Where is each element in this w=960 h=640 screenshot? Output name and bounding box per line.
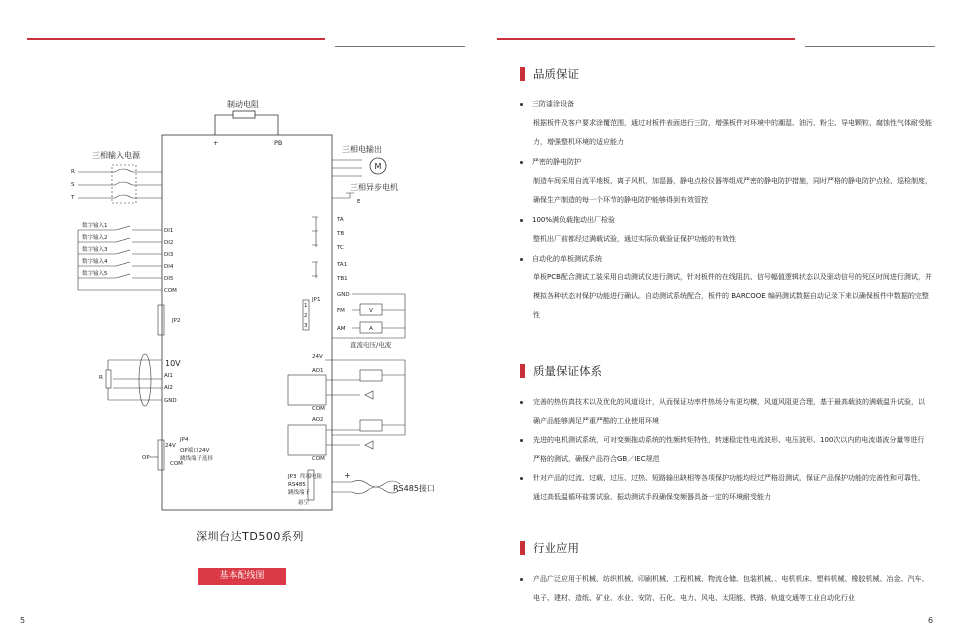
section-title-industry <box>520 540 579 556</box>
section-accent-bar <box>520 67 525 81</box>
diagram-caption: 深圳台达TD500系列 <box>196 530 304 543</box>
three-phase-output-label: 三相电输出 <box>342 145 382 154</box>
jp3-empty: 悬空 <box>298 500 310 506</box>
ai2-terminal: AI2 <box>164 385 173 391</box>
bullet-icon <box>520 161 523 164</box>
gnd2-terminal: GND <box>164 398 177 404</box>
list-item <box>520 253 602 266</box>
tb1-terminal: TB1 <box>337 276 348 282</box>
fm-terminal: FM <box>337 308 345 314</box>
brake-resistor-label: 制动电阻 <box>227 100 259 109</box>
a-meter: A <box>369 326 373 332</box>
bullet-icon <box>520 103 523 106</box>
bullet-icon <box>520 401 523 404</box>
e-label: E <box>357 199 361 205</box>
brake-resistor-symbol <box>233 111 255 118</box>
jp4-com: COM <box>170 461 183 467</box>
di5-terminal: DI5 <box>164 276 174 282</box>
async-motor-label: 三相异步电机 <box>350 183 398 192</box>
list-item <box>520 469 930 507</box>
rs485-interface-label: RS485接口 <box>393 484 435 493</box>
list-item <box>520 214 615 227</box>
digital-input-4: 数字输入4 <box>82 259 108 265</box>
jp4-op: OP端口24V <box>180 448 210 454</box>
com2-label: COM <box>312 456 325 462</box>
left-header-gray-rule <box>335 46 465 47</box>
digital-input-2: 数字输入2 <box>82 235 108 241</box>
com1-label: COM <box>312 406 325 412</box>
section-title-quality-system <box>520 363 602 379</box>
jp3-terminal-resistor: 终端电阻 <box>300 474 323 480</box>
r-label: R <box>71 169 75 175</box>
section-accent-bar <box>520 364 525 378</box>
list-item <box>520 431 930 469</box>
rs485-label: RS485 <box>288 482 306 488</box>
jp4-desc: 跳线端子选择 <box>180 456 214 462</box>
v-meter: V <box>369 308 373 314</box>
jp4-label: JP4 <box>180 437 189 443</box>
list-item <box>520 393 930 431</box>
item-head: 100%满负载拖动出厂检验 <box>532 216 616 224</box>
item-body: 整机出厂前都经过满载试验，通过实际负载验证保护功能的有效性 <box>533 235 736 243</box>
item-head: 自动化的单板测试系统 <box>532 255 602 263</box>
item-head: 严密的静电防护 <box>532 158 581 166</box>
di2-terminal: DI2 <box>164 240 174 246</box>
plus-terminal: + <box>213 139 219 147</box>
digital-input-3: 数字输入3 <box>82 247 108 253</box>
right-header-red-rule <box>497 38 795 40</box>
jp1-pin-3: 3 <box>304 323 308 329</box>
section-accent-bar <box>520 541 525 555</box>
item-body: 制造车间采用自流平地板，离子风机，加湿器，静电点检仪器等组成严密的静电防护措施，同时严格的静电防护点检、巡检制度，确保生产制造的每一个环节的静电防护能够得到有效管控 <box>533 177 932 204</box>
basic-wiring-button[interactable]: 基本配线图 <box>198 568 286 585</box>
right-header-gray-rule <box>805 46 935 47</box>
three-phase-input-label: 三相输入电源 <box>92 151 140 160</box>
jp3-jump: 跳线端子 <box>288 490 311 496</box>
section-title-quality <box>520 66 579 82</box>
jp1-pin-2: 2 <box>304 313 308 319</box>
section-title-text: 质量保证体系 <box>533 364 602 378</box>
jp3-label: JP3 <box>288 474 297 480</box>
bullet-icon <box>520 219 523 222</box>
bullet-icon <box>520 439 523 442</box>
ta1-terminal: TA1 <box>337 262 348 268</box>
wiring-diagram <box>60 90 440 520</box>
digital-input-5: 数字输入5 <box>82 271 108 277</box>
section-title-text: 品质保证 <box>533 67 579 81</box>
digital-input-1: 数字输入1 <box>82 223 108 229</box>
item-head: 三防漆涂设备 <box>532 100 574 108</box>
r-pot-label: R <box>99 375 103 381</box>
gnd-terminal: GND <box>337 292 350 298</box>
bullet-icon <box>520 258 523 261</box>
item-body: 根据板件及客户要求涂覆范围，通过对板件表面进行三防，增强板件对环境中的潮湿、油污、粉尘、导电颗粒、腐蚀性气体耐受能力，增强整机环境的适应能力 <box>533 119 932 146</box>
jp1-pin-1: 1 <box>304 303 308 309</box>
item-text: 产品广泛应用于机械、纺织机械、印刷机械、工程机械、物流仓储、包装机械、、电机机床、塑料机械、橡胶机械、冶金、汽车、电子、建材、造纸、矿业、水业、安防、石化、电力、风电、太阳能、铁路、轨道交通等工业自动化行业 <box>533 575 929 602</box>
ao2-label: AO2 <box>312 417 324 423</box>
item-body: 单板PCB配合测试工装采用自动测试仪进行测试，针对板件的在线阻抗、信号幅值逻辑状态以及驱动信号的死区时间进行测试，并模拟各种状态对保护功能进行确认。自动测试系统配合，板件的 BARCOOE 编码测试数据自动记录下来以确保板件中数据的完整性 <box>533 273 932 319</box>
jp2-label: JP2 <box>172 318 181 324</box>
ta-terminal: TA <box>337 217 344 223</box>
di4-terminal: DI4 <box>164 264 174 270</box>
left-page-number: 5 <box>20 616 26 625</box>
dc-vi-label: 直流电压/电流 <box>350 341 392 349</box>
bullet-icon <box>520 578 523 581</box>
24v-terminal: 24V <box>312 354 323 360</box>
s-label: S <box>71 182 75 188</box>
tb-terminal: TB <box>337 231 345 237</box>
left-header-red-rule <box>27 38 325 40</box>
rs485-plus: + <box>344 471 351 480</box>
bullet-icon <box>520 477 523 480</box>
jp1-label: JP1 <box>312 297 321 303</box>
ao1-label: AO1 <box>312 368 324 374</box>
t-label: T <box>71 195 75 201</box>
pb-terminal: PB <box>274 139 283 147</box>
item-text: 完善的热仿真技术以及优化的风道设计，从而保证功率件热场分布更均横，风道风阻更合理，基于最高载波的满载温升试验，以确产品能够满足严重严酷的工业使用环境 <box>533 398 925 425</box>
di1-terminal: DI1 <box>164 228 174 234</box>
list-item <box>520 98 574 111</box>
di3-terminal: DI3 <box>164 252 174 258</box>
tc-terminal: TC <box>337 245 344 251</box>
jp4-24v: 24V <box>165 443 176 449</box>
list-item <box>520 570 930 608</box>
list-item <box>520 156 581 169</box>
ai1-terminal: AI1 <box>164 373 173 379</box>
right-page-number: 6 <box>928 616 934 625</box>
motor-m: M <box>374 162 382 171</box>
item-text: 先进的电机测试系统，可对变频拖动系统的性频转矩特性，转速稳定性电流波形、电压波形、100次以内的电流谐波分量等进行严格的测试，确保产品符合GB／IEC规范 <box>533 436 925 463</box>
op-label: OP <box>142 455 150 461</box>
item-text: 针对产品的过流、过载、过压、过热、短路输出缺相等各项保护功能均经过严格沿测试，保证产品保护功能的完善性和可靠性，通过高低温循环盐雾试验、振动测试手段确保变频器具备一定的环境耐受能力 <box>533 474 925 501</box>
am-terminal: AM <box>337 326 346 332</box>
section-title-text: 行业应用 <box>533 541 579 555</box>
10v-terminal: 10V <box>165 359 181 368</box>
com-terminal: COM <box>164 288 177 294</box>
